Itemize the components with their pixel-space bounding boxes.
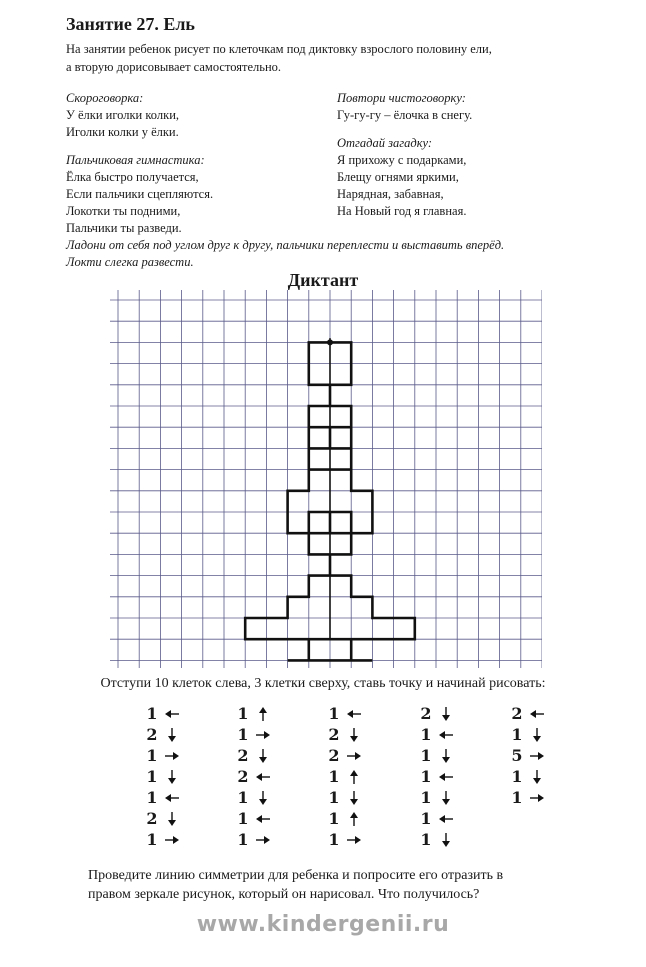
dictation-step <box>142 745 182 766</box>
arrow-down-icon <box>253 787 273 808</box>
step-count: 1 <box>420 830 432 849</box>
intro-text <box>66 40 606 76</box>
arrow-up-icon <box>344 808 364 829</box>
step-count: 1 <box>511 725 523 744</box>
poem-line: Локотки ты подними, <box>66 204 181 218</box>
arrow-right-icon <box>162 829 182 850</box>
dictation-column <box>507 703 547 808</box>
left-column <box>66 90 213 248</box>
step-count: 1 <box>237 809 249 828</box>
dictation-step <box>324 766 364 787</box>
dictation-column <box>324 703 364 850</box>
arrow-down-icon <box>527 724 547 745</box>
dictation-step <box>142 766 182 787</box>
step-count: 1 <box>146 704 158 723</box>
dictation-instruction: Отступи 10 клеток слева, 3 клетки сверху, ставь точку и начинай рисовать: <box>100 676 546 691</box>
dictation-step <box>233 808 273 829</box>
dictation-step <box>233 787 273 808</box>
note-line: Ладони от себя под углом друг к другу, пальчики переплести и выставить вперёд. <box>66 238 505 252</box>
dictation-step <box>142 724 182 745</box>
step-count: 1 <box>328 788 340 807</box>
tongue-twister-heading: Скороговорка: <box>66 91 144 105</box>
dictation-column <box>233 703 273 850</box>
arrow-down-icon <box>344 787 364 808</box>
start-dot <box>327 339 333 345</box>
step-count: 2 <box>511 704 523 723</box>
dictation-step <box>416 766 456 787</box>
website-footer: www.kindergenii.ru <box>196 912 450 937</box>
arrow-down-icon <box>162 766 182 787</box>
step-count: 1 <box>237 830 249 849</box>
arrow-down-icon <box>436 829 456 850</box>
step-count: 2 <box>237 767 249 786</box>
dictation-step <box>233 745 273 766</box>
step-count: 1 <box>237 704 249 723</box>
step-count: 1 <box>146 788 158 807</box>
arrow-right-icon <box>527 787 547 808</box>
dictation-step <box>324 829 364 850</box>
dictation-step <box>142 829 182 850</box>
grid-drawing <box>110 290 542 668</box>
arrow-left-icon <box>253 808 273 829</box>
arrow-left-icon <box>162 787 182 808</box>
closing-line: Проведите линию симметрии для ребенка и попросите его отразить в <box>88 868 504 883</box>
dictation-step <box>324 787 364 808</box>
poem-line: У ёлки иголки колки, <box>66 108 180 122</box>
poem-line: Блещу огнями яркими, <box>337 170 459 184</box>
arrow-right-icon <box>527 745 547 766</box>
arrow-down-icon <box>162 724 182 745</box>
poem-line: Если пальчики сцепляются. <box>66 187 214 201</box>
step-count: 1 <box>420 746 432 765</box>
poem-line: Я прихожу с подарками, <box>337 153 467 167</box>
arrow-left-icon <box>436 724 456 745</box>
poem-line: Гу-гу-гу – ёлочка в снегу. <box>337 108 473 122</box>
dictation-step <box>416 808 456 829</box>
step-count: 1 <box>511 767 523 786</box>
tongue-twister-block <box>66 90 213 141</box>
poem-line: На Новый год я главная. <box>337 204 467 218</box>
dictation-step <box>142 787 182 808</box>
dictation-step <box>507 703 547 724</box>
dictation-step <box>416 787 456 808</box>
dictation-step <box>507 745 547 766</box>
step-count: 2 <box>420 704 432 723</box>
arrow-right-icon <box>253 724 273 745</box>
step-count: 1 <box>146 746 158 765</box>
dictation-step <box>324 808 364 829</box>
step-count: 1 <box>420 788 432 807</box>
dictation-step <box>233 703 273 724</box>
step-count: 1 <box>146 830 158 849</box>
arrow-right-icon <box>162 745 182 766</box>
dictation-step <box>416 703 456 724</box>
poem-line: Ёлка быстро получается, <box>66 170 199 184</box>
dictation-step <box>233 766 273 787</box>
dictation-step <box>324 724 364 745</box>
dictation-step <box>507 787 547 808</box>
arrow-right-icon <box>344 829 364 850</box>
dictation-step <box>507 766 547 787</box>
arrow-down-icon <box>162 808 182 829</box>
arrow-left-icon <box>344 703 364 724</box>
arrow-up-icon <box>344 766 364 787</box>
poem-line: Нарядная, забавная, <box>337 187 444 201</box>
dictation-step <box>416 829 456 850</box>
step-count: 1 <box>420 809 432 828</box>
step-count: 1 <box>420 767 432 786</box>
closing-line: правом зеркале рисунок, который он нарисовал. Что получилось? <box>88 887 480 902</box>
finger-gym-block <box>66 152 213 237</box>
intro-line: а вторую дорисовывает самостоятельно. <box>66 60 282 74</box>
step-count: 1 <box>328 830 340 849</box>
step-count: 1 <box>237 788 249 807</box>
poem-line: Пальчики ты разведи. <box>66 221 182 235</box>
arrow-left-icon <box>436 766 456 787</box>
arrow-down-icon <box>436 787 456 808</box>
dictation-step <box>507 724 547 745</box>
step-count: 1 <box>328 809 340 828</box>
poem-line: Иголки колки у ёлки. <box>66 125 179 139</box>
riddle-heading: Отгадай загадку: <box>337 136 433 150</box>
step-count: 2 <box>328 725 340 744</box>
arrow-down-icon <box>253 745 273 766</box>
arrow-down-icon <box>344 724 364 745</box>
arrow-left-icon <box>436 808 456 829</box>
riddle-block <box>337 135 472 220</box>
step-count: 1 <box>237 725 249 744</box>
arrow-left-icon <box>527 703 547 724</box>
arrow-left-icon <box>253 766 273 787</box>
step-count: 1 <box>328 767 340 786</box>
page-title: Занятие 27. Ель <box>66 14 195 34</box>
step-count: 2 <box>237 746 249 765</box>
step-count: 2 <box>328 746 340 765</box>
dictation-step <box>142 703 182 724</box>
step-count: 2 <box>146 809 158 828</box>
arrow-down-icon <box>436 703 456 724</box>
right-column <box>337 90 472 231</box>
finger-gym-heading: Пальчиковая гимнастика: <box>66 153 205 167</box>
arrow-right-icon <box>344 745 364 766</box>
grid-lines <box>110 290 542 668</box>
dictation-step <box>233 724 273 745</box>
dictation-step <box>324 703 364 724</box>
closing-text <box>88 866 578 904</box>
step-count: 2 <box>146 725 158 744</box>
dictation-step <box>324 745 364 766</box>
step-count: 1 <box>420 725 432 744</box>
patter-heading: Повтори чистоговорку: <box>337 91 466 105</box>
arrow-left-icon <box>162 703 182 724</box>
dictation-column <box>142 703 182 850</box>
exercise-note <box>66 237 626 271</box>
arrow-right-icon <box>253 829 273 850</box>
dictation-step <box>416 724 456 745</box>
step-count: 1 <box>328 704 340 723</box>
dictation-column <box>416 703 456 850</box>
step-count: 5 <box>511 746 523 765</box>
dictation-step <box>416 745 456 766</box>
dictation-title: Диктант <box>287 270 359 290</box>
arrow-up-icon <box>253 703 273 724</box>
dictation-step <box>142 808 182 829</box>
intro-line: На занятии ребенок рисует по клеточкам под диктовку взрослого половину ели, <box>66 42 492 56</box>
arrow-down-icon <box>436 745 456 766</box>
dictation-step <box>233 829 273 850</box>
patter-block <box>337 90 472 124</box>
note-line: Локти слегка развести. <box>66 255 194 269</box>
arrow-down-icon <box>527 766 547 787</box>
step-count: 1 <box>146 767 158 786</box>
step-count: 1 <box>511 788 523 807</box>
